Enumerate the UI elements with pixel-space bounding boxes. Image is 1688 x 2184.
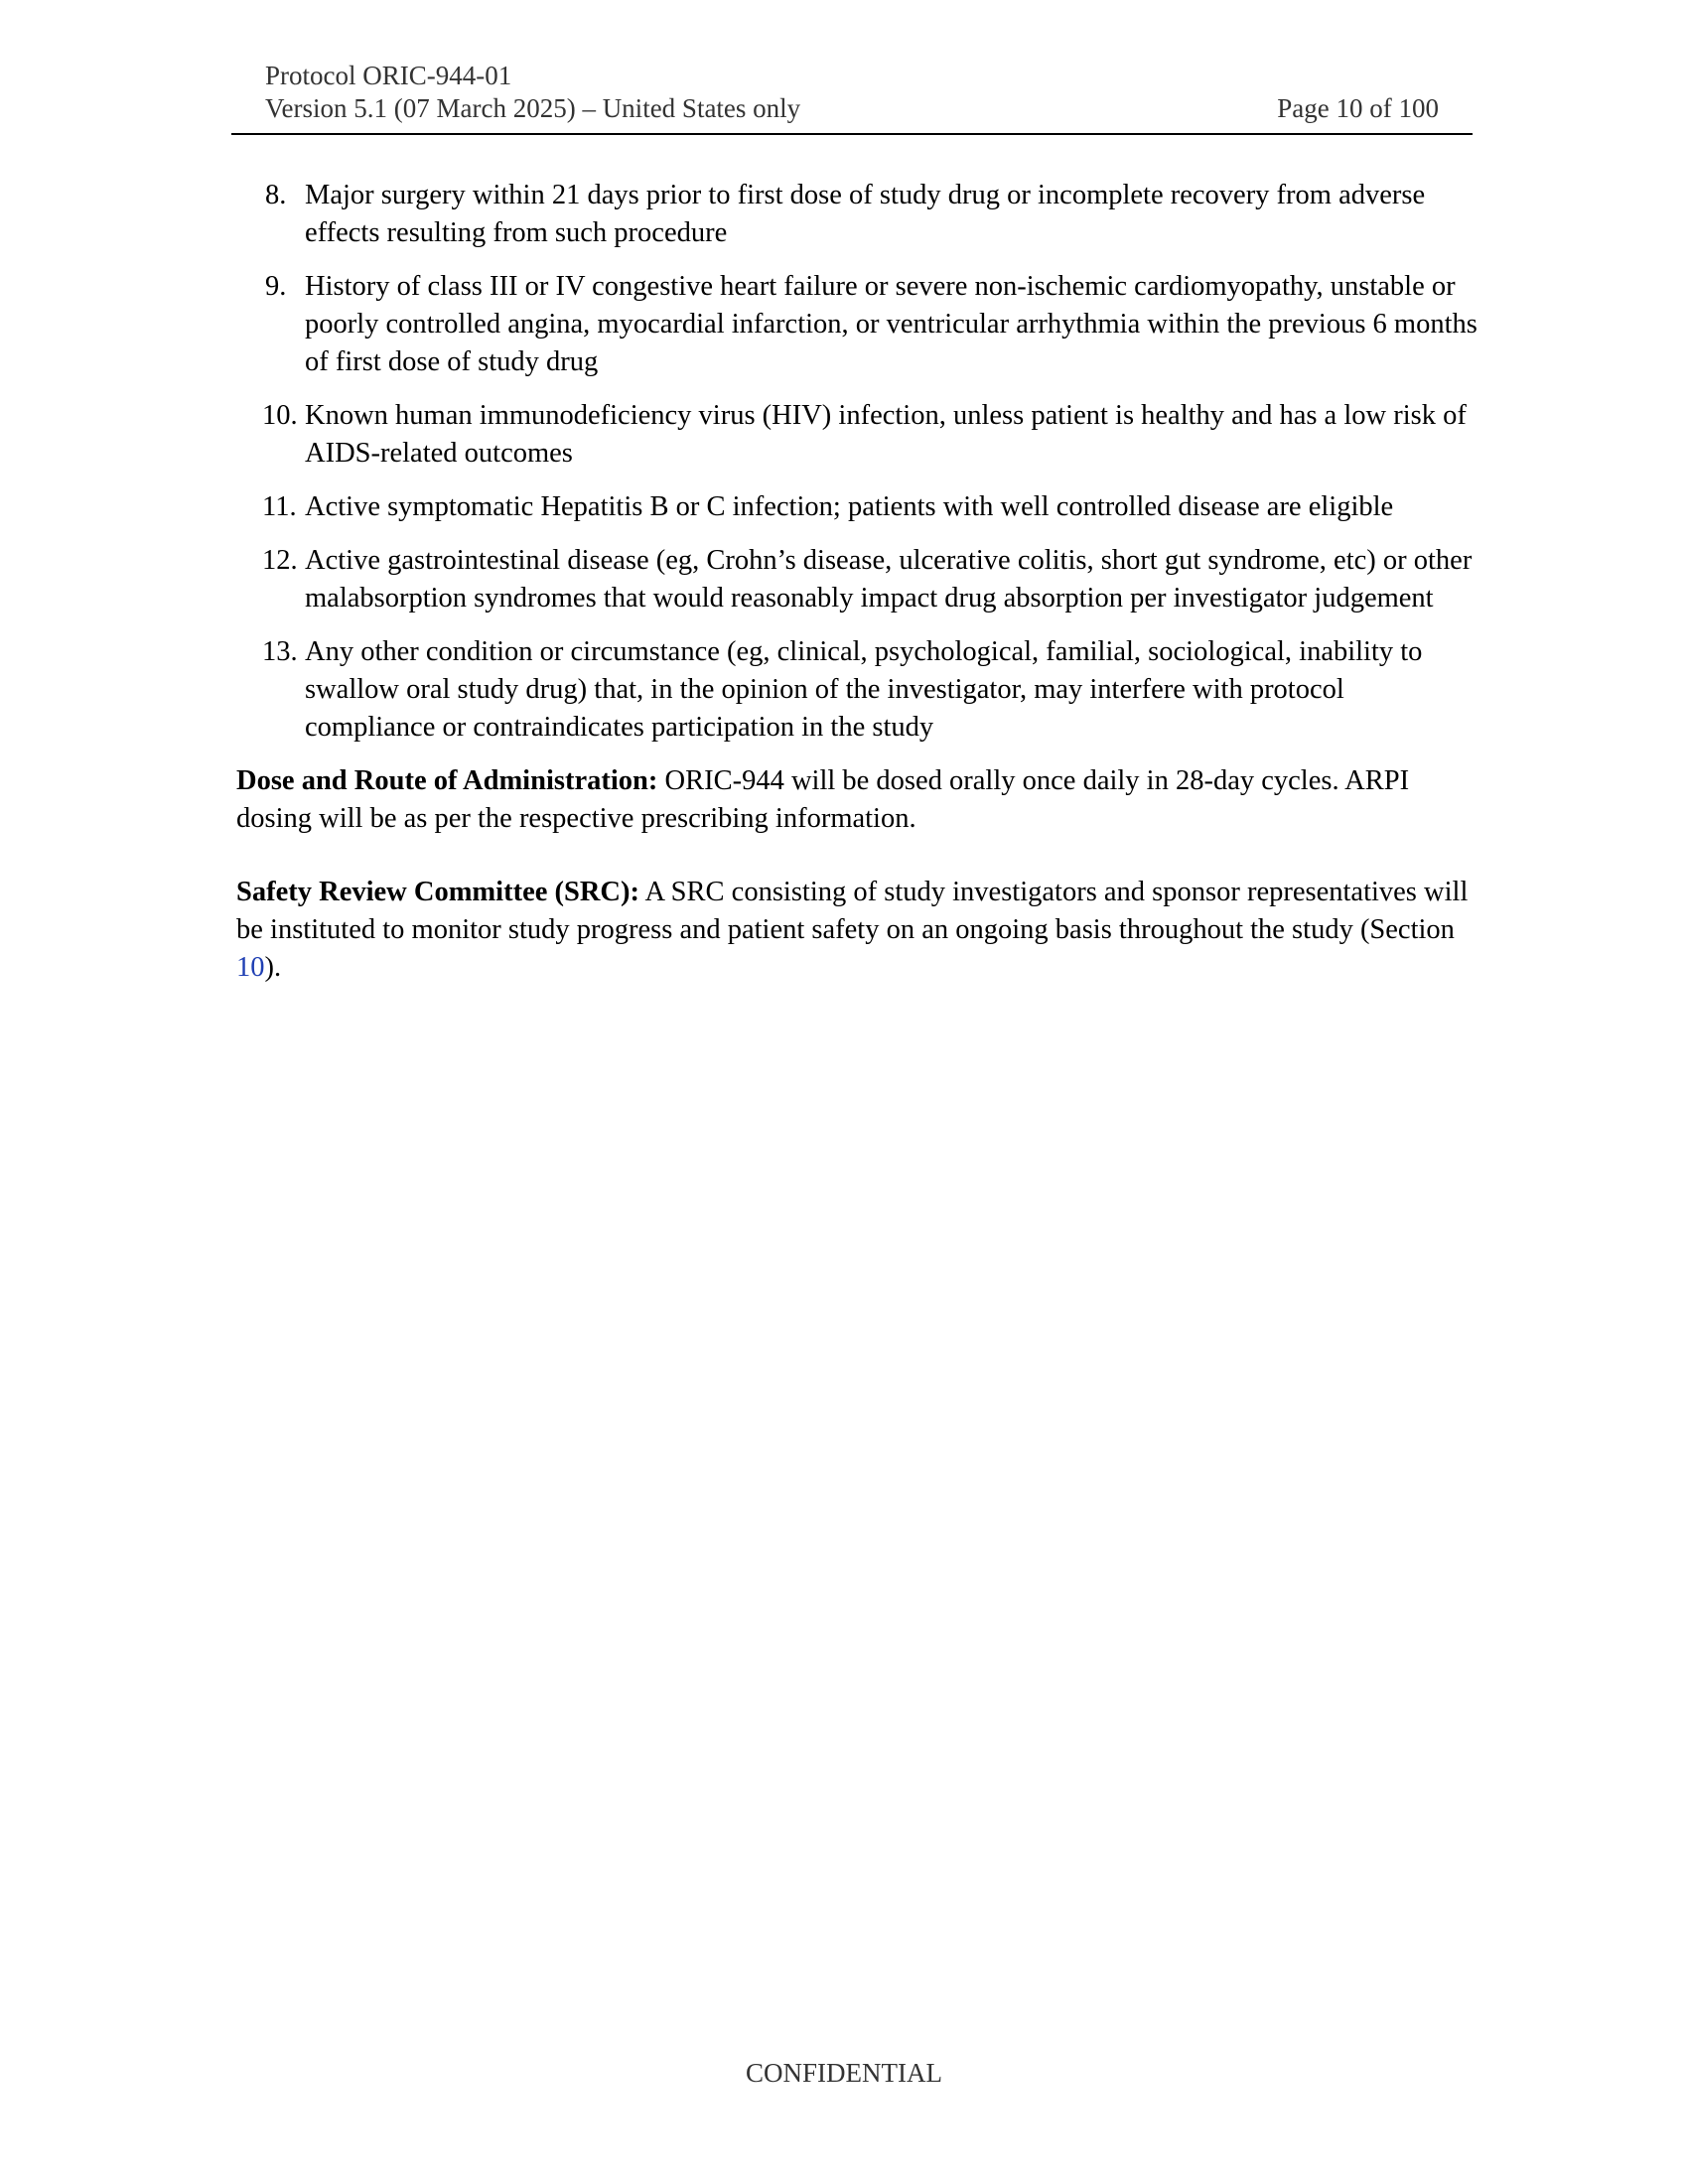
src-heading: Safety Review Committee (SRC): — [236, 877, 639, 907]
protocol-version: Version 5.1 (07 March 2025) – United States only — [265, 93, 801, 123]
page-number: Page 10 of 100 — [1277, 93, 1439, 123]
section-10-link[interactable]: 10 — [236, 952, 265, 983]
list-item — [236, 633, 1477, 747]
list-item — [236, 177, 1477, 252]
list-item — [236, 268, 1477, 381]
item-text: History of class III or IV congestive heart failure or severe non-ischemic cardiomyopathy, unstable or poorly controlled angina, myocardial infarction, or ventricular arrhythmia within the previous 6 months of first dose of study drug — [305, 271, 1477, 377]
confidential-footer: CONFIDENTIAL — [746, 2058, 942, 2088]
item-text: Any other condition or circumstance (eg, clinical, psychological, familial, sociological, inability to swallow oral study drug) that, in the opinion of the investigator, may interfere with protocol compliance or contraindicates participation in the study — [305, 636, 1423, 743]
src-paragraph — [236, 874, 1477, 987]
item-number: 13. — [262, 636, 298, 667]
list-item — [236, 542, 1477, 617]
list-item — [236, 397, 1477, 473]
item-text: Known human immunodeficiency virus (HIV) infection, unless patient is healthy and has a low risk of AIDS-related outcomes — [305, 400, 1467, 469]
protocol-id: Protocol ORIC-944-01 — [265, 61, 512, 90]
exclusion-criteria-list — [236, 177, 1477, 747]
item-number: 12. — [262, 545, 298, 576]
item-text: Active symptomatic Hepatitis B or C infection; patients with well controlled disease are eligible — [305, 491, 1394, 522]
dose-route-heading: Dose and Route of Administration: — [236, 765, 658, 796]
src-text-end: ). — [264, 952, 282, 983]
item-number: 8. — [265, 180, 287, 210]
item-number: 9. — [265, 271, 287, 302]
item-text: Major surgery within 21 days prior to first dose of study drug or incomplete recovery from adverse effects resulting from such procedure — [305, 180, 1426, 248]
page-header — [231, 58, 1473, 135]
dose-route-text: ORIC-944 will be dosed orally once daily in 28-day cycles. ARPI dosing will be as per the respective prescribing information. — [236, 765, 1410, 834]
dose-route-paragraph — [236, 762, 1477, 838]
list-item — [236, 488, 1477, 526]
document-body — [236, 177, 1477, 1023]
item-text: Active gastrointestinal disease (eg, Crohn’s disease, ulcerative colitis, short gut syndrome, etc) or other malabsorption syndromes that would reasonably impact drug absorption per investigator judgement — [305, 545, 1473, 614]
item-number: 11. — [262, 491, 297, 522]
src-text: A SRC consisting of study investigators and sponsor representatives will be instituted to monitor study progress and patient safety on an ongoing basis throughout the study (Section — [236, 877, 1469, 945]
item-number: 10. — [262, 400, 298, 431]
